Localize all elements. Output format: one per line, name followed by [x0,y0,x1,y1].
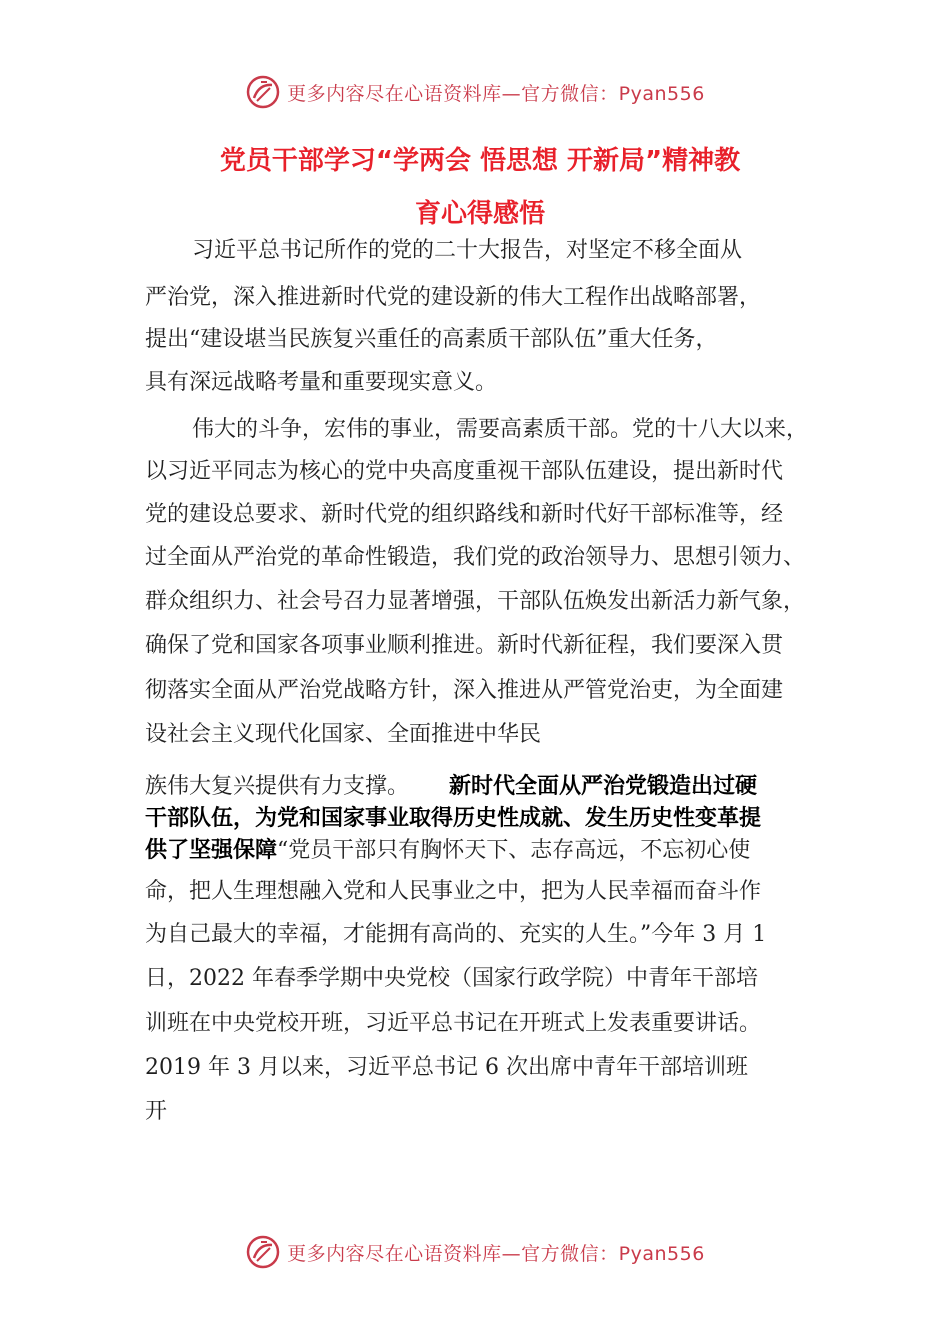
p2-line: 彻落实全面从严治党战略方针，深入推进从严管党治吏，为全面建 [145,678,784,703]
footer-banner [0,1232,950,1272]
header-banner [0,72,950,112]
p3-line: 训班在中央党校开班，习近平总书记在开班式上发表重要讲话。 [145,1011,762,1036]
p3-line: 命，把人生理想融入党和人民事业之中，把为人民幸福而奋斗作 [145,879,762,904]
p2-line: 确保了党和国家各项事业顺利推进。新时代新征程，我们要深入贯 [145,633,784,658]
p2-line: 设社会主义现代化国家、全面推进中华民 [145,722,542,747]
document-title-line1: 党员干部学习“学两会 悟思想 开新局”精神教 [219,146,741,176]
p3-normal-run: “党员干部只有胸怀天下、志存高远，不忘初心使 [277,838,751,863]
p1-line: 提出“建设堪当民族复兴重任的高素质干部队伍”重大任务， [145,327,718,352]
p2-line: 伟大的斗争，宏伟的事业，需要高素质干部。党的十八大以来， [192,417,809,442]
stamp-logo-icon [245,74,281,110]
p3-bold-run: 供了坚强保障 [145,838,278,863]
p3-line-mixed [145,772,845,802]
p3-line: 日，2022 年春季学期中央党校（国家行政学院）中青年干部培 [145,966,758,991]
p3-bold-line: 干部队伍，为党和国家事业取得历史性成就、发生历史性变革提 [145,806,762,831]
banner-text: 更多内容尽在心语资料库—官方微信：Pyan556 [287,1242,705,1265]
p1-line: 习近平总书记所作的党的二十大报告，对坚定不移全面从 [192,238,743,263]
p3-bold-run: 新时代全面从严治党锻造出过硬 [449,774,758,799]
p3-line: 开 [145,1099,168,1124]
p2-line: 党的建设总要求、新时代党的组织路线和新时代好干部标准等，经 [145,502,784,527]
p3-line-mixed [145,836,845,866]
p3-line: 2019 年 3 月以来，习近平总书记 6 次出席中青年干部培训班 [145,1055,748,1080]
document-title-line2: 育心得感悟 [414,199,545,229]
banner-text: 更多内容尽在心语资料库—官方微信：Pyan556 [287,82,705,105]
p3-line: 为自己最大的幸福，才能拥有高尚的、充实的人生。”今年 3 月 1 [145,922,767,947]
stamp-logo-icon [245,1234,281,1270]
p2-line: 以习近平同志为核心的党中央高度重视干部队伍建设，提出新时代 [145,459,784,484]
p2-line: 过全面从严治党的革命性锻造，我们党的政治领导力、思想引领力、 [145,545,806,570]
p1-line: 严治党，深入推进新时代党的建设新的伟大工程作出战略部署， [145,285,762,310]
p1-line: 具有深远战略考量和重要现实意义。 [145,370,498,395]
p3-normal-run: 族伟大复兴提供有力支撑。 [145,774,410,799]
p2-line: 群众组织力、社会号召力显著增强，干部队伍焕发出新活力新气象， [145,589,806,614]
